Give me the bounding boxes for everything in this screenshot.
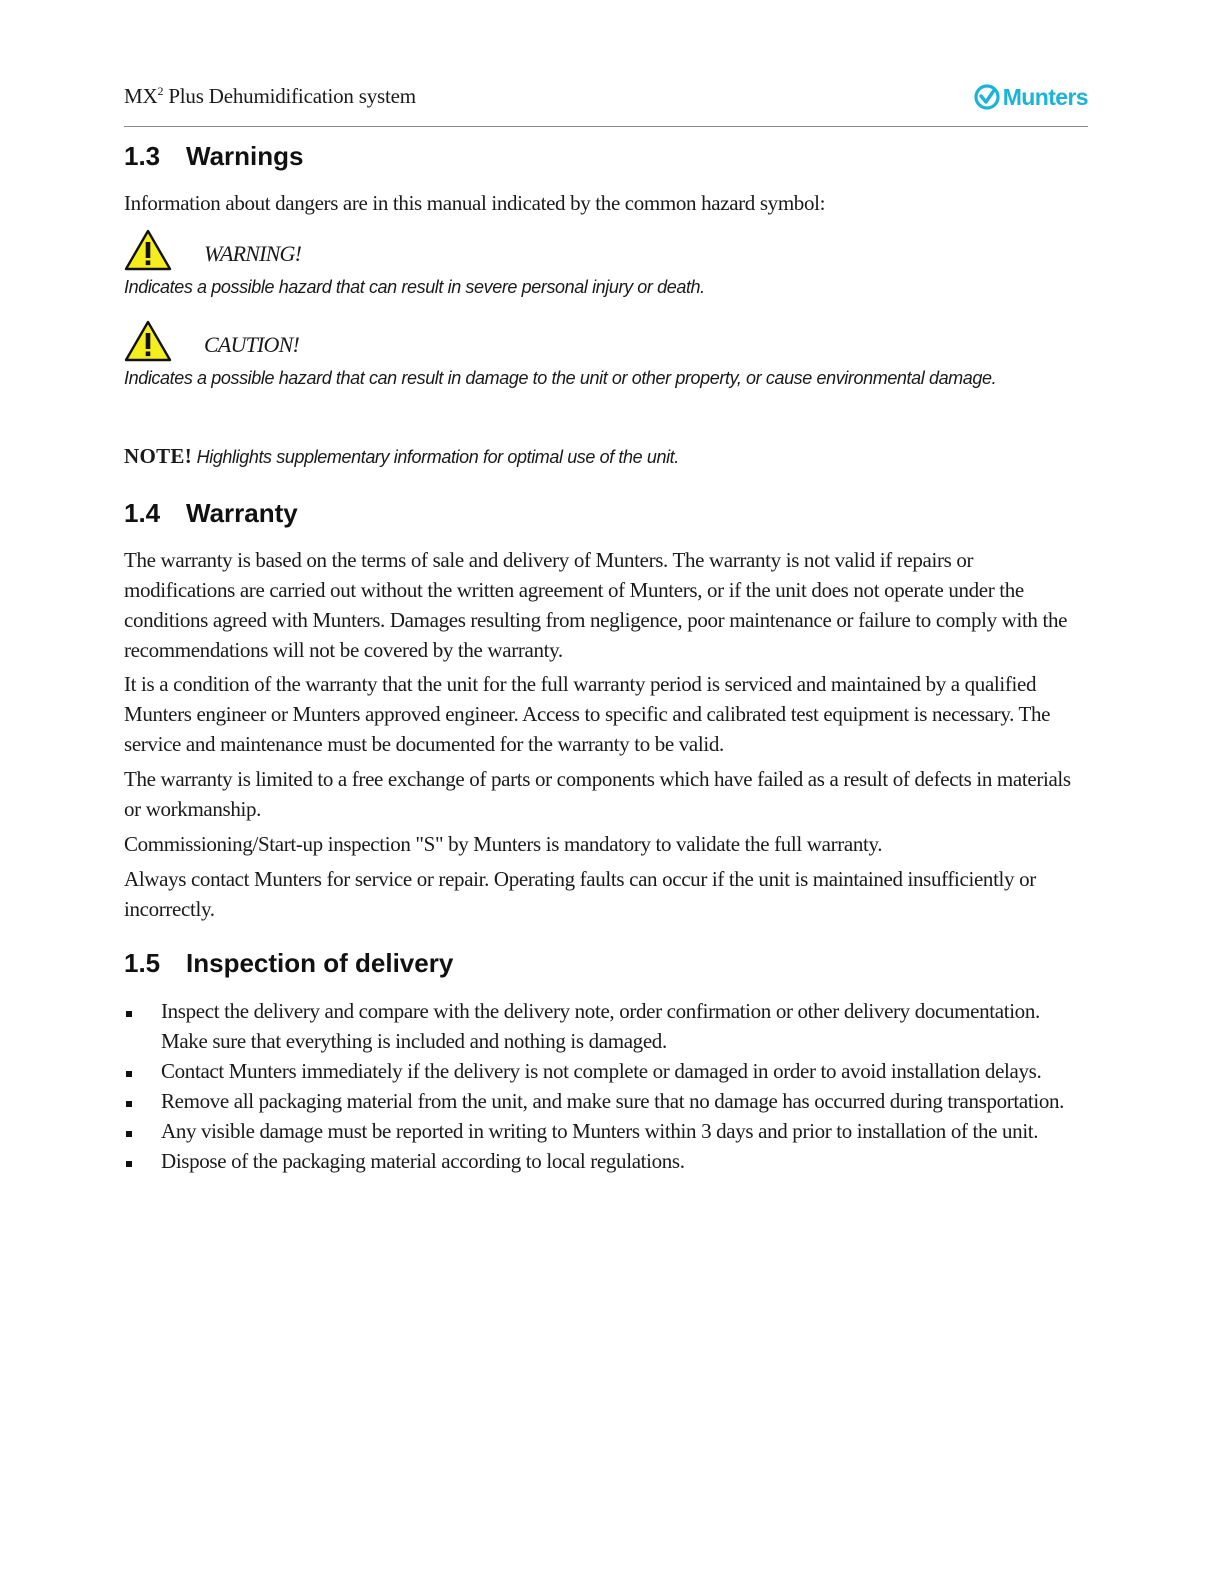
section-heading-warranty: 1.4 Warranty	[124, 498, 298, 528]
list-item: Any visible damage must be reported in writing to Munters within 3 days and prior to installation of the unit.	[124, 1116, 1088, 1146]
warranty-paragraph: The warranty is based on the terms of sale and delivery of Munters. The warranty is not valid if repairs or modifications are carried out without the written agreement of Munters, or if the unit does not operate under the conditions agreed with Munters. Damages resulting from negligence, poor maintenance or failure to comply with the recommendations will not be covered by the warranty.	[124, 548, 1068, 662]
warranty-paragraph: The warranty is limited to a free exchange of parts or components which have failed as a result of defects in materials or workmanship.	[124, 767, 1071, 821]
warning-triangle-icon	[124, 320, 172, 362]
warranty-paragraph: Always contact Munters for service or repair. Operating faults can occur if the unit is maintained insufficiently or incorrectly.	[124, 867, 1036, 921]
caution-label: CAUTION!	[204, 332, 300, 357]
warning-description: Indicates a possible hazard that can result in severe personal injury or death.	[124, 277, 705, 297]
bullet-icon	[126, 1131, 132, 1137]
inspection-list	[124, 996, 1088, 1176]
munters-check-icon	[974, 84, 1000, 110]
list-item: Inspect the delivery and compare with the delivery note, order confirmation or other delivery documentation. Make sure that everything is included and nothing is damaged.	[124, 996, 1088, 1056]
list-item: Dispose of the packaging material according to local regulations.	[124, 1146, 1088, 1176]
note-line	[124, 444, 679, 469]
section-heading-warnings: 1.3 Warnings	[124, 141, 304, 171]
bullet-icon	[126, 1011, 132, 1017]
caution-description: Indicates a possible hazard that can result in damage to the unit or other property, or cause environmental damage.	[124, 368, 997, 388]
document-title: $MX^2$ Plus Dehumidification system	[124, 84, 416, 108]
warranty-paragraph: It is a condition of the warranty that the unit for the full warranty period is serviced and maintained by a qualified Munters engineer or Munters approved engineer. Access to specific and calibrated test equipment is necessary. The service and maintenance must be documented for the warranty to be valid.	[124, 672, 1051, 756]
warnings-intro: Information about dangers are in this manual indicated by the common hazard symbol:	[124, 191, 826, 215]
note-label: NOTE!	[124, 444, 193, 468]
list-item: Contact Munters immediately if the delivery is not complete or damaged in order to avoid installation delays.	[124, 1056, 1088, 1086]
logo-text: Munters	[1002, 83, 1088, 110]
warning-label: WARNING!	[204, 241, 302, 266]
list-item: Remove all packaging material from the unit, and make sure that no damage has occurred during transportation.	[124, 1086, 1088, 1116]
section-heading-inspection: 1.5 Inspection of delivery	[124, 948, 454, 978]
bullet-icon	[126, 1071, 132, 1077]
bullet-icon	[126, 1101, 132, 1107]
note-text: Highlights supplementary information for optimal use of the unit.	[192, 447, 679, 467]
warning-triangle-icon	[124, 229, 172, 271]
warranty-paragraph: Commissioning/Start-up inspection "S" by Munters is mandatory to validate the full warranty.	[124, 832, 883, 856]
munters-logo	[974, 82, 1088, 112]
bullet-icon	[126, 1161, 132, 1167]
page-header	[124, 80, 1088, 127]
